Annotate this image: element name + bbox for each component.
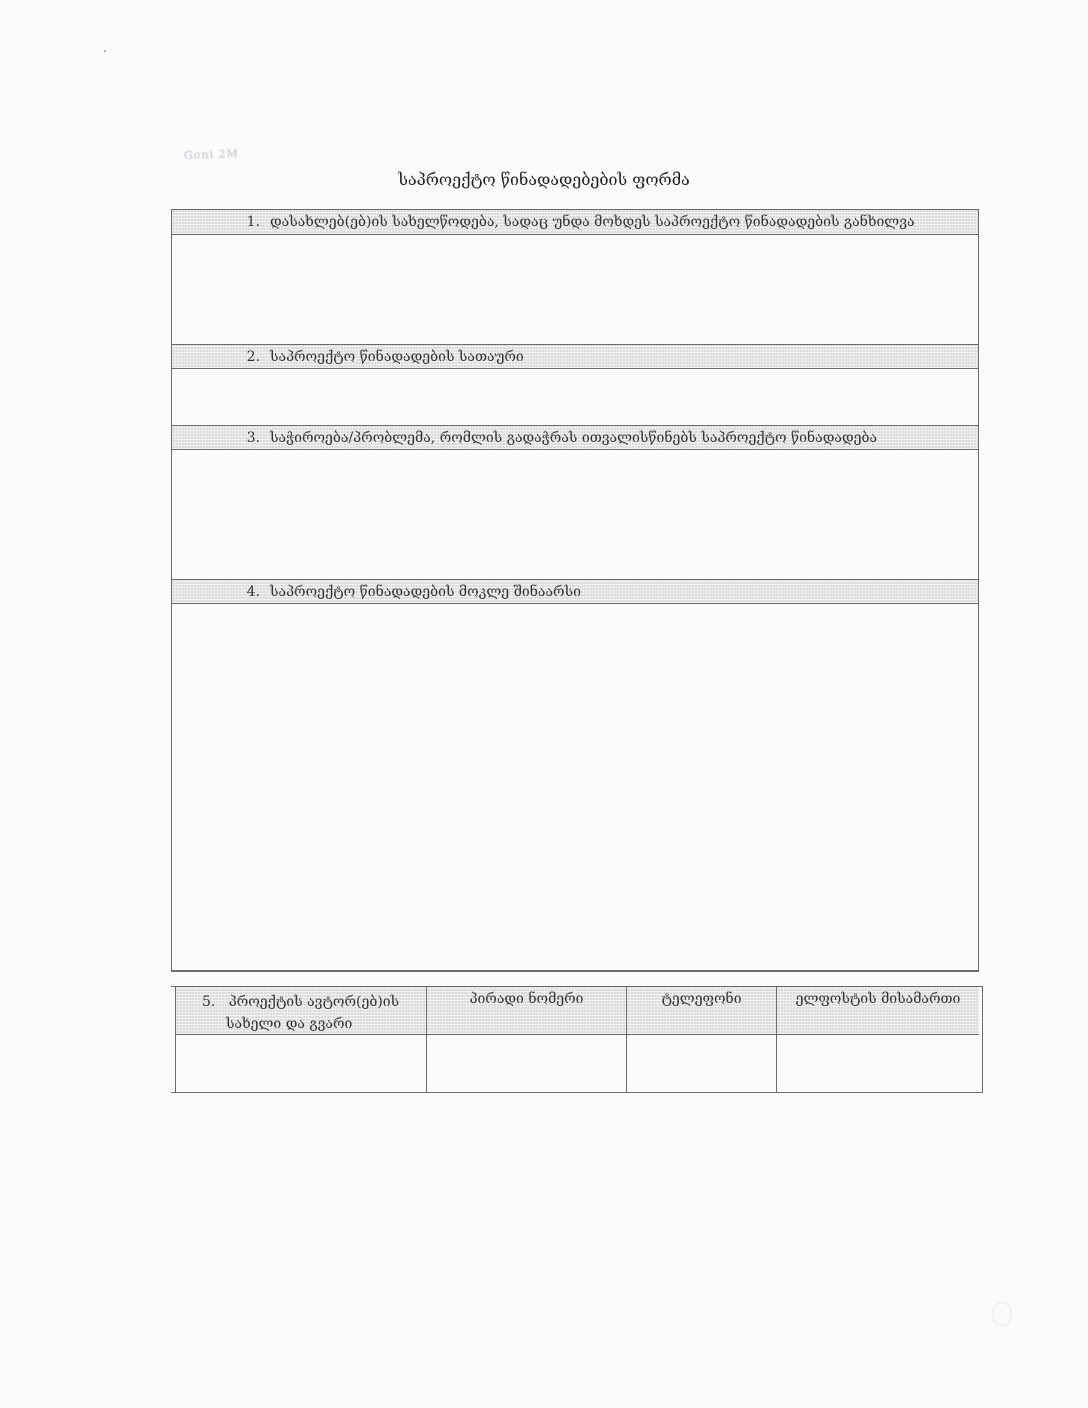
email-field[interactable] xyxy=(777,1035,979,1092)
section-4-header xyxy=(172,579,978,604)
contact-header-row xyxy=(171,987,982,1035)
section-1-header xyxy=(172,210,978,235)
email-header: ელფოსტის მისამართი xyxy=(777,987,979,1035)
section-number: 1. xyxy=(246,214,260,230)
section-label: საპროექტო წინადადების სათაური xyxy=(270,349,524,365)
phone-field[interactable] xyxy=(627,1035,777,1092)
section-number: 5. xyxy=(202,994,216,1010)
author-header xyxy=(175,987,427,1035)
problem-field[interactable] xyxy=(172,450,978,579)
form-title: საპროექტო წინადადებების ფორმა xyxy=(398,170,690,189)
contact-input-row xyxy=(171,1035,982,1092)
section-2-header xyxy=(172,344,978,369)
author-label-line2: სახელი და გვარი xyxy=(226,1016,353,1032)
section-label: დასახლებ(ებ)ის სახელწოდება, სადაც უნდა მოხდეს საპროექტო წინადადების განხილვა xyxy=(270,214,915,230)
proposal-form xyxy=(171,209,979,972)
phone-header: ტელეფონი xyxy=(627,987,777,1035)
section-label: საპროექტო წინადადების მოკლე შინაარსი xyxy=(270,584,581,600)
summary-field[interactable] xyxy=(172,604,978,971)
scan-dot xyxy=(104,50,106,52)
section-number: 4. xyxy=(246,584,260,600)
personal-number-field[interactable] xyxy=(427,1035,627,1092)
scan-mark-icon xyxy=(992,1302,1012,1326)
section-number: 3. xyxy=(246,430,260,446)
scan-smudge: Goni 2M xyxy=(183,147,239,162)
section-label: საჭიროება/პრობლემა, რომლის გადაჭრას ითვალისწინებს საპროექტო წინადადება xyxy=(270,430,878,446)
author-label-line1: პროექტის ავტორ(ებ)ის xyxy=(228,994,400,1010)
author-name-field[interactable] xyxy=(175,1035,427,1092)
proposal-title-field[interactable] xyxy=(172,369,978,425)
section-3-header xyxy=(172,425,978,450)
settlement-name-field[interactable] xyxy=(172,235,978,344)
section-number: 2. xyxy=(246,349,260,365)
personal-number-header: პირადი ნომერი xyxy=(427,987,627,1035)
contact-table xyxy=(171,986,983,1093)
